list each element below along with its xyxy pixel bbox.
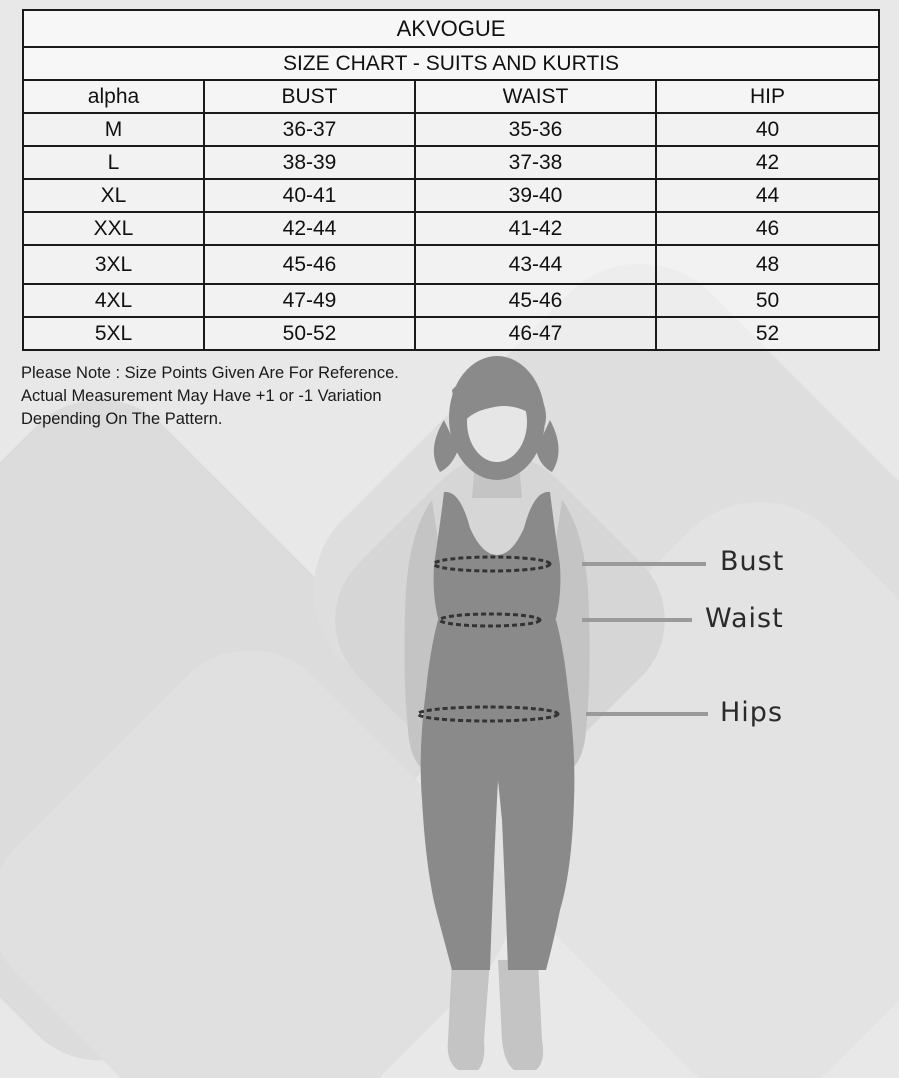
table-row xyxy=(23,284,879,317)
brand-title: AKVOGUE xyxy=(23,10,879,47)
size-chart-table xyxy=(22,9,880,351)
size-cell: XL xyxy=(23,179,204,212)
header-bust: BUST xyxy=(204,80,415,113)
table-row xyxy=(23,113,879,146)
bust-cell: 38-39 xyxy=(204,146,415,179)
table-row xyxy=(23,245,879,284)
table-row xyxy=(23,146,879,179)
header-alpha: alpha xyxy=(23,80,204,113)
waist-cell: 46-47 xyxy=(415,317,656,350)
hip-cell: 42 xyxy=(656,146,879,179)
size-cell: L xyxy=(23,146,204,179)
size-cell: 3XL xyxy=(23,245,204,284)
waist-cell: 37-38 xyxy=(415,146,656,179)
waist-cell: 45-46 xyxy=(415,284,656,317)
bust-cell: 36-37 xyxy=(204,113,415,146)
header-waist: WAIST xyxy=(415,80,656,113)
hip-cell: 44 xyxy=(656,179,879,212)
waist-cell: 35-36 xyxy=(415,113,656,146)
table-row xyxy=(23,212,879,245)
table-row xyxy=(23,317,879,350)
note-line: Please Note : Size Points Given Are For Reference. xyxy=(21,364,399,382)
hip-cell: 50 xyxy=(656,284,879,317)
note-line: Actual Measurement May Have +1 or -1 Variation xyxy=(21,387,382,405)
table-row xyxy=(23,179,879,212)
waist-label: Waist xyxy=(705,603,784,634)
bust-label: Bust xyxy=(720,546,785,577)
size-cell: XXL xyxy=(23,212,204,245)
size-cell: M xyxy=(23,113,204,146)
bust-cell: 42-44 xyxy=(204,212,415,245)
hip-cell: 40 xyxy=(656,113,879,146)
waist-cell: 39-40 xyxy=(415,179,656,212)
note-line: Depending On The Pattern. xyxy=(21,410,223,428)
bust-cell: 40-41 xyxy=(204,179,415,212)
chart-subtitle: SIZE CHART - SUITS AND KURTIS xyxy=(23,47,879,80)
size-cell: 4XL xyxy=(23,284,204,317)
header-hip: HIP xyxy=(656,80,879,113)
hip-cell: 52 xyxy=(656,317,879,350)
hips-label: Hips xyxy=(720,697,784,728)
bust-cell: 47-49 xyxy=(204,284,415,317)
hip-cell: 46 xyxy=(656,212,879,245)
size-cell: 5XL xyxy=(23,317,204,350)
waist-cell: 43-44 xyxy=(415,245,656,284)
bust-cell: 45-46 xyxy=(204,245,415,284)
hip-cell: 48 xyxy=(656,245,879,284)
waist-cell: 41-42 xyxy=(415,212,656,245)
bust-cell: 50-52 xyxy=(204,317,415,350)
